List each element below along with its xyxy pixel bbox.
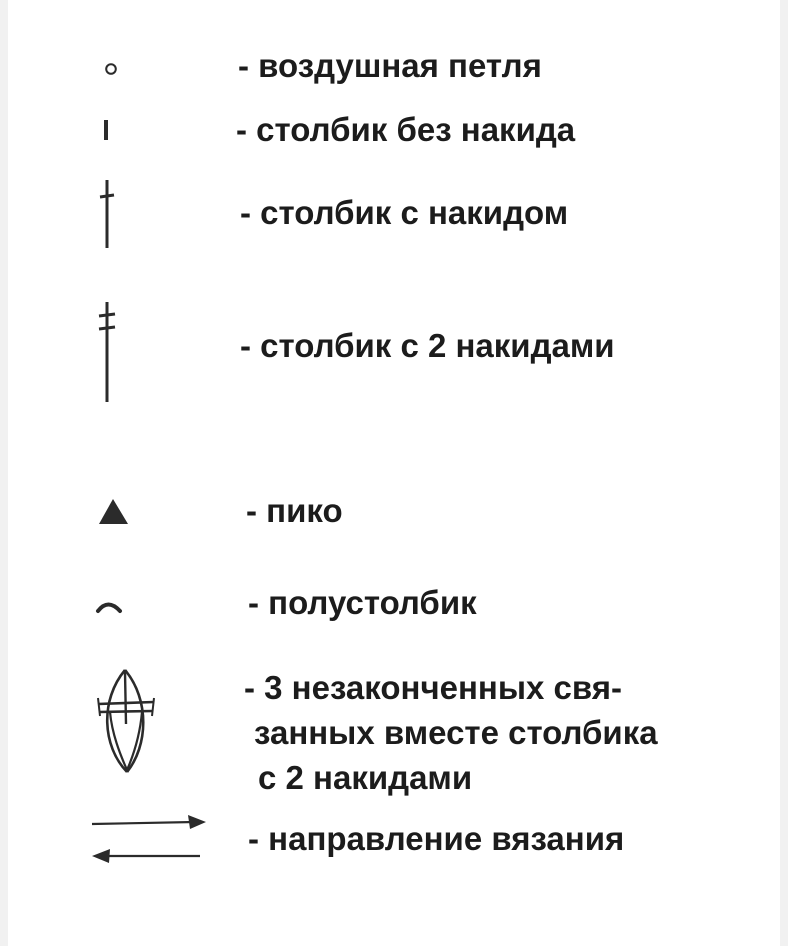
three-treble-cluster-icon xyxy=(92,664,162,780)
legend-label-line-3: с 2 накидами xyxy=(258,759,473,796)
left-border-band xyxy=(0,0,8,946)
legend-label-line-1: - 3 незаконченных свя- xyxy=(244,669,622,706)
picot-triangle-icon xyxy=(96,496,132,528)
legend-label-chain-stitch: - воздушная петля xyxy=(238,47,542,84)
legend-label-line-2: занных вместе столбика xyxy=(254,714,658,751)
legend-label-single-crochet: - столбик без накида xyxy=(236,111,576,148)
legend-label-double-crochet: - столбик с накидом xyxy=(240,194,569,231)
legend-label-knitting-direction: - направление вязания xyxy=(248,820,625,857)
legend-label-treble-crochet: - столбик с 2 накидами xyxy=(240,327,615,364)
chain-stitch-circle-icon xyxy=(100,58,122,80)
single-crochet-bar-icon xyxy=(99,118,113,144)
legend-label-three-treble-cluster xyxy=(244,665,658,800)
legend-label-picot: - пико xyxy=(246,492,343,529)
right-border-band xyxy=(780,0,788,946)
legend-label-half-stitch: - полустолбик xyxy=(248,584,477,621)
slip-stitch-arc-icon xyxy=(93,596,125,616)
double-crochet-cross-icon xyxy=(92,176,122,252)
treble-crochet-double-cross-icon xyxy=(92,298,122,406)
knitting-direction-arrows-icon xyxy=(88,810,210,868)
